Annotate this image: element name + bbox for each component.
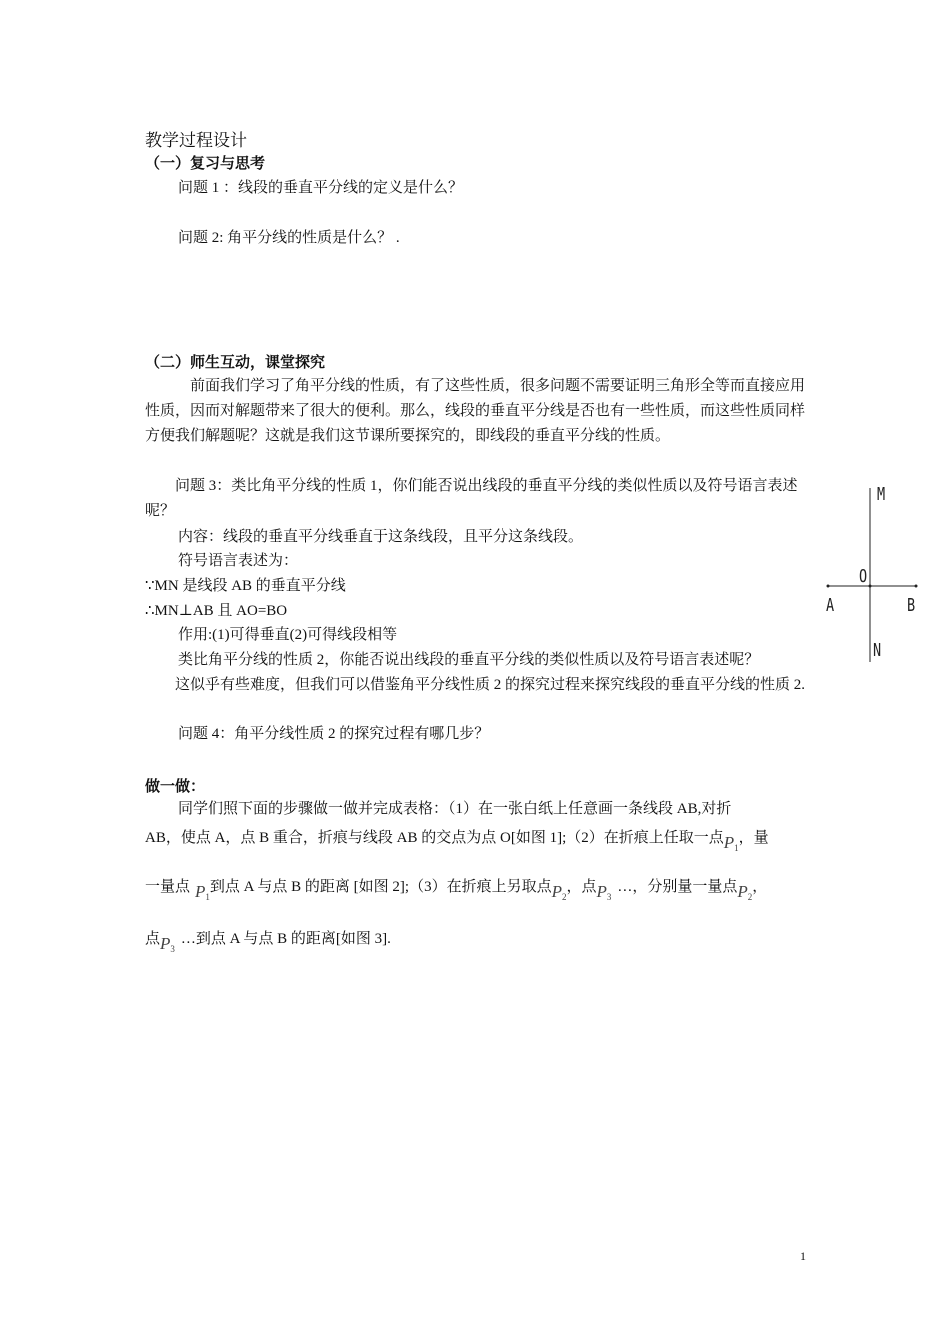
activity-line-4: 点$P_3\dots$到点 A 与点 B 的距离[如图 3]. <box>145 931 391 954</box>
section-heading-explore: （二）师生互动，课堂探究 <box>145 355 326 371</box>
activity-line-3-mid: 到点 A 与点 B 的距离 [如图 2];（3）在折痕上另取点 <box>209 879 552 895</box>
label-m: M <box>877 484 886 505</box>
point-p1: $P_1$ <box>723 833 739 853</box>
analogy-question: 类比角平分线的性质 2，你能否说出线段的垂直平分线的类似性质以及符号语言表述呢？ <box>178 652 760 668</box>
property-content: 内容：线段的垂直平分线垂直于这条线段，且平分这条线段。 <box>178 529 584 545</box>
point-p3: $P_3$ <box>596 882 612 902</box>
question-1: 问题 1 ：线段的垂直平分线的定义是什么？ <box>178 180 464 196</box>
intro-paragraph: 前面我们学习了角平分线的性质，有了这些性质，很多问题不需要证明三角形全等而直接应用性质，因而对解题带来了很大的便利。那么，线段的垂直平分线是否也有一些性质，而这些性质同样方便我们解题呢？这就是我们这节课所要探究的，即线段的垂直平分线的性质。 <box>145 378 806 444</box>
point-p1: $P_1$ <box>195 882 210 902</box>
activity-line-4-text: …到点 A 与点 B 的距离[如图 3]. <box>180 931 391 947</box>
question-4: 问题 4：角平分线性质 2 的探究过程有哪几步？ <box>178 726 490 742</box>
symbol-language-intro: 符号语言表述为： <box>178 553 299 569</box>
page-title: 教学过程设计 <box>145 131 247 150</box>
activity-heading: 做一做： <box>145 779 206 795</box>
therefore-statement: ∴MN⊥AB 且 AO=BO <box>145 603 288 619</box>
perpendicular-bisector-figure <box>820 480 930 670</box>
point-p2: $P_2$ <box>737 882 753 902</box>
activity-line-2 <box>145 827 769 852</box>
point-a-dot <box>827 585 830 588</box>
point-b-dot <box>915 585 918 588</box>
label-n: N <box>873 640 882 661</box>
because-statement: ∵MN 是线段 AB 的垂直平分线 <box>145 578 346 594</box>
effect-statement: 作用:(1)可得垂直(2)可得线段相等 <box>178 627 398 643</box>
difficulty-paragraph: 这似乎有些难度，但我们可以借鉴角平分线性质 2 的探究过程来探究线段的垂直平分线的性质 2. <box>175 677 806 693</box>
point-o-dot <box>869 585 872 588</box>
point-p2: $P_2$ <box>551 882 567 902</box>
activity-line-2-end: ，量 <box>738 830 769 846</box>
question-2: 问题 2: 角平分线的性质是什么？ . <box>178 230 400 246</box>
activity-line-2-text: AB，使点 A，点 B 重合，折痕与线段 AB 的交点为点 O[如图 1];（2）在折痕上任取一点 <box>145 830 724 846</box>
question-3: 问题 3：类比角平分线的性质 1，你们能否说出线段的垂直平分线的类似性质以及符号语言表述呢？ <box>145 478 798 519</box>
label-o: O <box>859 566 868 587</box>
point-p3: $P_3$ <box>160 934 175 954</box>
section-heading-review: （一）复习与思考 <box>145 156 266 172</box>
page-number: 1 <box>800 1249 806 1263</box>
label-b: B <box>907 595 916 616</box>
activity-line-1: 同学们照下面的步骤做一做并完成表格：（1）在一张白纸上任意画一条线段 AB,对折 <box>178 801 732 817</box>
activity-line-3-start: 一量点 <box>145 879 191 895</box>
label-a: A <box>826 595 835 616</box>
activity-line-3: 一量点 $P_1$到点 A 与点 B 的距离 [如图 2];（3）在折痕上另取点$P_2$，点$P_3\dots$，分别量一量点$P_2$， <box>145 879 768 902</box>
